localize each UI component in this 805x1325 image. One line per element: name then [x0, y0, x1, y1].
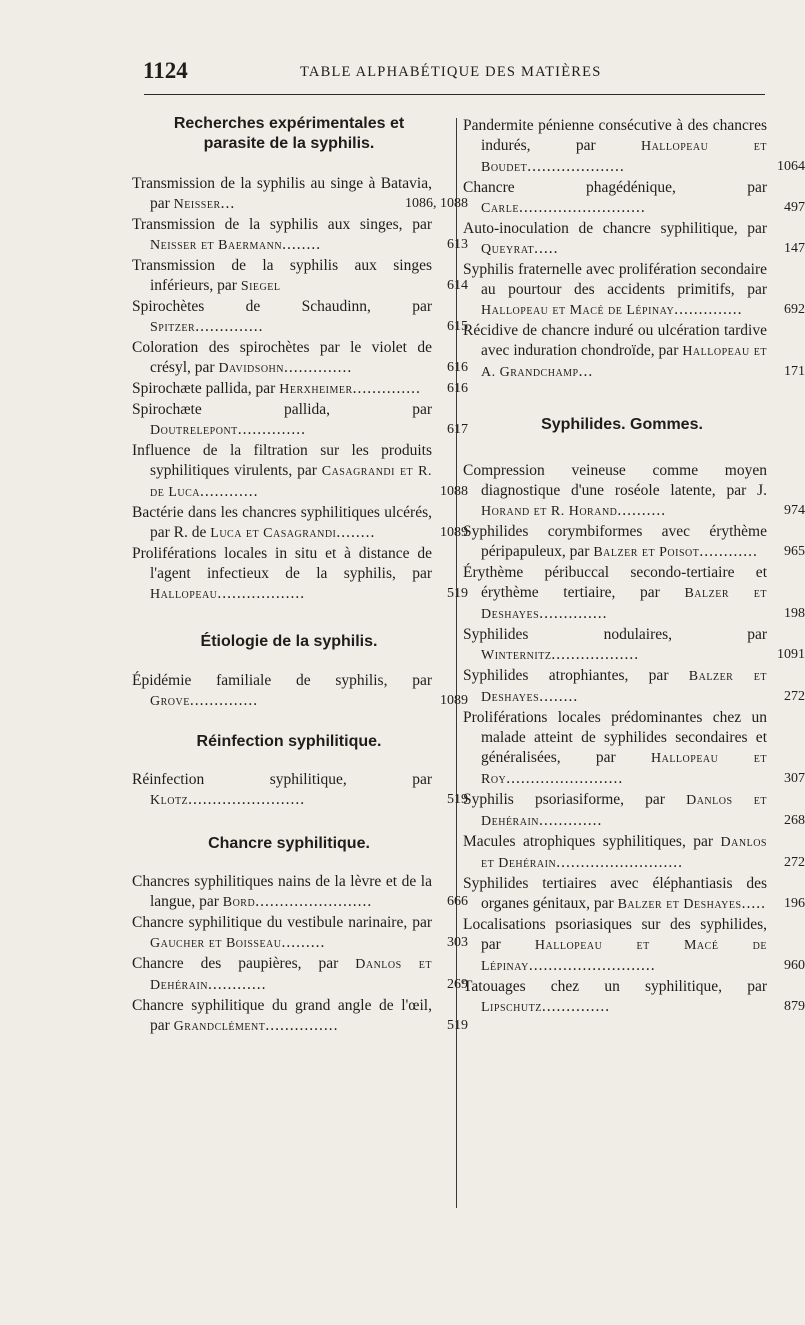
- header-rule: [144, 94, 765, 95]
- entry-author: Siegel: [240, 279, 281, 294]
- entry-author: Carle: [481, 201, 519, 216]
- entry-author: Luca et Casagrandi: [210, 526, 337, 541]
- left-column: [132, 108, 468, 1037]
- entry-page: 307: [784, 771, 805, 786]
- entry-text: Macules atrophiques syphilitiques, par: [463, 833, 721, 850]
- entry-page: 1064: [777, 159, 805, 174]
- entry-author: Danlos et Dehérain: [481, 835, 767, 871]
- entry-author: Hallopeau et Macé de Lépinay: [481, 938, 767, 974]
- right-column: [463, 108, 805, 1018]
- entry-text: Chancre des paupières, par: [132, 955, 356, 972]
- entry-page: 1086, 1088: [405, 196, 468, 211]
- index-entry: Érythème péribuccal secondo-tertiaire et érythème tertiaire, par Balzer et Deshayes.............. 198: [463, 564, 805, 622]
- entry-author: Lipschutz: [481, 1000, 542, 1015]
- entry-author: Herxheimer: [279, 382, 353, 397]
- index-entry: Syphilides tertiaires avec éléphantiasis des organes génitaux, par Balzer et Deshayes..... 196: [463, 875, 805, 912]
- entry-author: Queyrat: [481, 242, 535, 257]
- entry-text: Syphilides nodulaires, par: [463, 626, 767, 643]
- entry-text: Chancre syphilitique du vestibule narinaire, par: [132, 914, 432, 931]
- index-entry: Réinfection syphilitique, par Klotz........................ 519: [132, 771, 468, 808]
- entry-text: Épidémie familiale de syphilis, par: [132, 672, 432, 689]
- entry-author: Grove: [150, 694, 190, 709]
- entry-author: Neisser et Baermann: [150, 238, 283, 253]
- entry-text: Compression veineuse comme moyen diagnostique d'une roséole latente, par J.: [463, 462, 767, 499]
- index-entry: Chancre des paupières, par Danlos et Dehérain............ 269: [132, 955, 468, 993]
- entry-text: Syphilis psoriasiforme, par: [463, 791, 687, 808]
- index-entry: Compression veineuse comme moyen diagnostique d'une roséole latente, par J. Horand et R. Horand.......... 974: [463, 462, 805, 519]
- index-entry: Chancre phagédénique, par Carle.......................... 497: [463, 179, 805, 216]
- index-entry: Transmission de la syphilis au singe à Batavia, par Neisser... 1086, 1088: [132, 175, 468, 212]
- entry-author: Spitzer: [150, 320, 196, 335]
- index-entry: Récidive de chancre induré ou ulcération tardive avec induration chondroïde, par Hallopeau et A. Grandchamp... 171: [463, 322, 805, 380]
- entry-author: Balzer et Deshayes: [481, 669, 767, 705]
- index-entry: Proliférations locales prédominantes chez un malade atteint de syphilides secondaires et généralisées, par Hallopeau et Roy........................ 307: [463, 709, 805, 787]
- entry-text: Tatouages chez un syphilitique, par: [463, 978, 767, 995]
- entry-page: 615: [447, 319, 468, 334]
- entry-text: Spirochæte pallida, par: [132, 401, 432, 418]
- entry-text: Localisations psoriasiques sur des syphilides, par: [463, 916, 767, 953]
- entry-page: 303: [447, 935, 468, 950]
- index-entry: Épidémie familiale de syphilis, par Grove.............. 1089: [132, 672, 468, 709]
- entry-page: 666: [447, 894, 468, 909]
- entry-page: 272: [784, 855, 805, 870]
- entry-page: 1089: [440, 693, 468, 708]
- index-entry: Syphilides corymbiformes avec érythème péripapuleux, par Balzer et Poisot............ 965: [463, 523, 805, 560]
- section-title: Étiologie de la syphilis.: [200, 633, 378, 650]
- entry-text: Réinfection syphilitique, par: [132, 771, 432, 788]
- entry-author: Klotz: [150, 793, 189, 808]
- entry-author: Gaucher et Boisseau: [150, 936, 282, 951]
- entry-text: Syphilides atrophiantes, par: [463, 667, 689, 684]
- entry-text: Récidive de chancre induré ou ulcération tardive avec induration chondroïde, par: [463, 322, 767, 359]
- entry-author: Danlos et Dehérain: [150, 957, 432, 993]
- entry-text: Proliférations locales in situ et à distance de l'agent infectieux de la syphilis, par: [132, 545, 432, 582]
- entry-page: 692: [784, 302, 805, 317]
- entry-text: Syphilides tertiaires avec éléphantiasis des organes génitaux, par: [463, 875, 767, 912]
- index-entry: Syphilis psoriasiforme, par Danlos et Dehérain............. 268: [463, 791, 805, 829]
- entry-page: 879: [784, 999, 805, 1014]
- page-header: [143, 58, 765, 84]
- entry-author: Hallopeau et Boudet: [481, 139, 768, 175]
- entry-page: 519: [447, 1018, 468, 1033]
- entry-author: Balzer et Deshayes: [617, 897, 742, 912]
- index-entry: Spirochètes de Schaudinn, par Spitzer.............. 615: [132, 298, 468, 335]
- entry-page: 616: [447, 360, 468, 375]
- running-title: TABLE ALPHABÉTIQUE DES MATIÈRES: [300, 64, 602, 80]
- index-entry: Proliférations locales in situ et à distance de l'agent infectieux de la syphilis, par Hallopeau.................. 519: [132, 545, 468, 602]
- entry-author: Hallopeau et A. Grandchamp: [481, 344, 767, 380]
- entry-author: Bord: [222, 895, 256, 910]
- entry-page: 613: [447, 237, 468, 252]
- entry-text: Proliférations locales prédominantes chez un malade atteint de syphilides secondaires et généralisées, par: [463, 709, 767, 766]
- index-entry: Chancre syphilitique du grand angle de l'œil, par Grandclément............... 519: [132, 997, 468, 1034]
- index-entry: Coloration des spirochètes par le violet de crésyl, par Davidsohn.............. 616: [132, 339, 468, 376]
- entry-author: Balzer et Poisot: [593, 545, 700, 560]
- entry-page: 1091: [777, 647, 805, 662]
- entry-page: 196: [784, 896, 805, 911]
- entry-text: Spirochètes de Schaudinn, par: [132, 298, 432, 315]
- entry-page: 616: [447, 381, 468, 396]
- index-entry: Influence de la filtration sur les produits syphilitiques virulents, par Casagrandi et R. de Luca............ 1088: [132, 442, 468, 500]
- section-title: Réinfection syphilitique.: [196, 733, 382, 750]
- entry-page: 1089: [440, 525, 468, 540]
- entry-page: 617: [447, 422, 468, 437]
- index-entry: Pandermite pénienne consécutive à des chancres indurés, par Hallopeau et Boudet.................... 1064: [463, 117, 805, 175]
- page-number: 1124: [143, 58, 188, 83]
- entry-page: 171: [784, 364, 805, 379]
- entry-page: 960: [784, 958, 805, 973]
- index-entry: Localisations psoriasiques sur des syphilides, par Hallopeau et Macé de Lépinay.......................... 960: [463, 916, 805, 974]
- entry-page: 497: [784, 200, 805, 215]
- index-entry: [132, 256, 468, 297]
- entry-page: 965: [784, 544, 805, 559]
- entry-page: 519: [447, 792, 468, 807]
- entry-text: Auto-inoculation de chancre syphilitique, par: [463, 220, 767, 237]
- entry-author: Neisser: [173, 197, 221, 212]
- entry-page: 1088: [440, 484, 468, 499]
- entry-page: 269: [447, 977, 468, 992]
- index-entry: Auto-inoculation de chancre syphilitique, par Queyrat..... 147: [463, 220, 805, 257]
- entry-text: Spirochæte pallida, par: [132, 380, 280, 397]
- entry-text: Syphilis fraternelle avec prolifération secondaire au pourtour des accidents primitifs, par: [463, 261, 767, 298]
- index-entry: Spirochæte pallida, par Herxheimer.............. 616: [132, 380, 468, 397]
- section-title: Syphilides. Gommes.: [541, 416, 703, 433]
- entry-text: Chancres syphilitiques nains de la lèvre et de la langue, par: [132, 873, 432, 910]
- index-entry: Macules atrophiques syphilitiques, par Danlos et Dehérain.......................... 272: [463, 833, 805, 871]
- entry-author: Hallopeau: [150, 587, 218, 602]
- index-entry: Chancres syphilitiques nains de la lèvre et de la langue, par Bord........................ 666: [132, 873, 468, 910]
- entry-text: Transmission de la syphilis aux singes inférieurs, par: [132, 257, 432, 294]
- entry-page: 614: [447, 278, 468, 293]
- index-entry: Tatouages chez un syphilitique, par Lipschutz.............. 879: [463, 978, 805, 1015]
- entry-text: Influence de la filtration sur les produits syphilitiques virulents, par: [132, 442, 432, 479]
- entry-author: Davidsohn: [218, 361, 284, 376]
- index-entry: Syphilis fraternelle avec prolifération secondaire au pourtour des accidents primitifs, par Hallopeau et Macé de Lépinay.............. 692: [463, 261, 805, 318]
- entry-page: 519: [447, 586, 468, 601]
- entry-text: Coloration des spirochètes par le violet de crésyl, par: [132, 339, 432, 376]
- entry-author: Doutrelepont: [150, 423, 238, 438]
- entry-page: 147: [784, 241, 805, 256]
- entry-text: Pandermite pénienne consécutive à des chancres indurés, par: [463, 117, 767, 154]
- entry-author: Hallopeau et Roy: [481, 751, 767, 787]
- entry-text: Syphilides corymbiformes avec érythème péripapuleux, par: [463, 523, 767, 560]
- index-entry: Bactérie dans les chancres syphilitiques ulcérés, par R. de Luca et Casagrandi........ 1089: [132, 504, 468, 541]
- entry-text: Bactérie dans les chancres syphilitiques ulcérés, par R. de: [132, 504, 432, 541]
- entry-author: Danlos et Dehérain: [481, 793, 768, 829]
- entry-author: Horand et R. Horand: [481, 504, 618, 519]
- entry-author: Winternitz: [481, 648, 552, 663]
- entry-text: Érythème péribuccal secondo-tertiaire et érythème tertiaire, par: [463, 564, 767, 601]
- entry-text: Transmission de la syphilis au singe à Batavia, par: [132, 175, 432, 212]
- index-entry: Chancre syphilitique du vestibule narinaire, par Gaucher et Boisseau......... 303: [132, 914, 468, 951]
- entry-author: Balzer et Deshayes: [481, 586, 767, 622]
- entry-text: Transmission de la syphilis aux singes, par: [132, 216, 432, 233]
- section-title: Recherches expérimentales et parasite de la syphilis.: [173, 115, 405, 152]
- entry-author: Grandclément: [173, 1019, 266, 1034]
- index-entry: Syphilides nodulaires, par Winternitz.................. 1091: [463, 626, 805, 663]
- entry-page: 198: [784, 606, 805, 621]
- index-entry: Transmission de la syphilis aux singes, par Neisser et Baermann........ 613: [132, 216, 468, 253]
- entry-author: Hallopeau et Macé de Lépinay: [481, 303, 675, 318]
- entry-page: 268: [784, 813, 805, 828]
- entry-author: Casagrandi et R. de Luca: [150, 464, 432, 500]
- entry-text: Chancre syphilitique du grand angle de l'œil, par: [132, 997, 432, 1034]
- section-title: Chancre syphilitique.: [208, 835, 370, 852]
- index-entry: Spirochæte pallida, par Doutrelepont.............. 617: [132, 401, 468, 438]
- entry-page: 272: [784, 689, 805, 704]
- index-entry: Syphilides atrophiantes, par Balzer et Deshayes........ 272: [463, 667, 805, 705]
- entry-text: Chancre phagédénique, par: [463, 179, 767, 196]
- entry-page: 974: [784, 503, 805, 518]
